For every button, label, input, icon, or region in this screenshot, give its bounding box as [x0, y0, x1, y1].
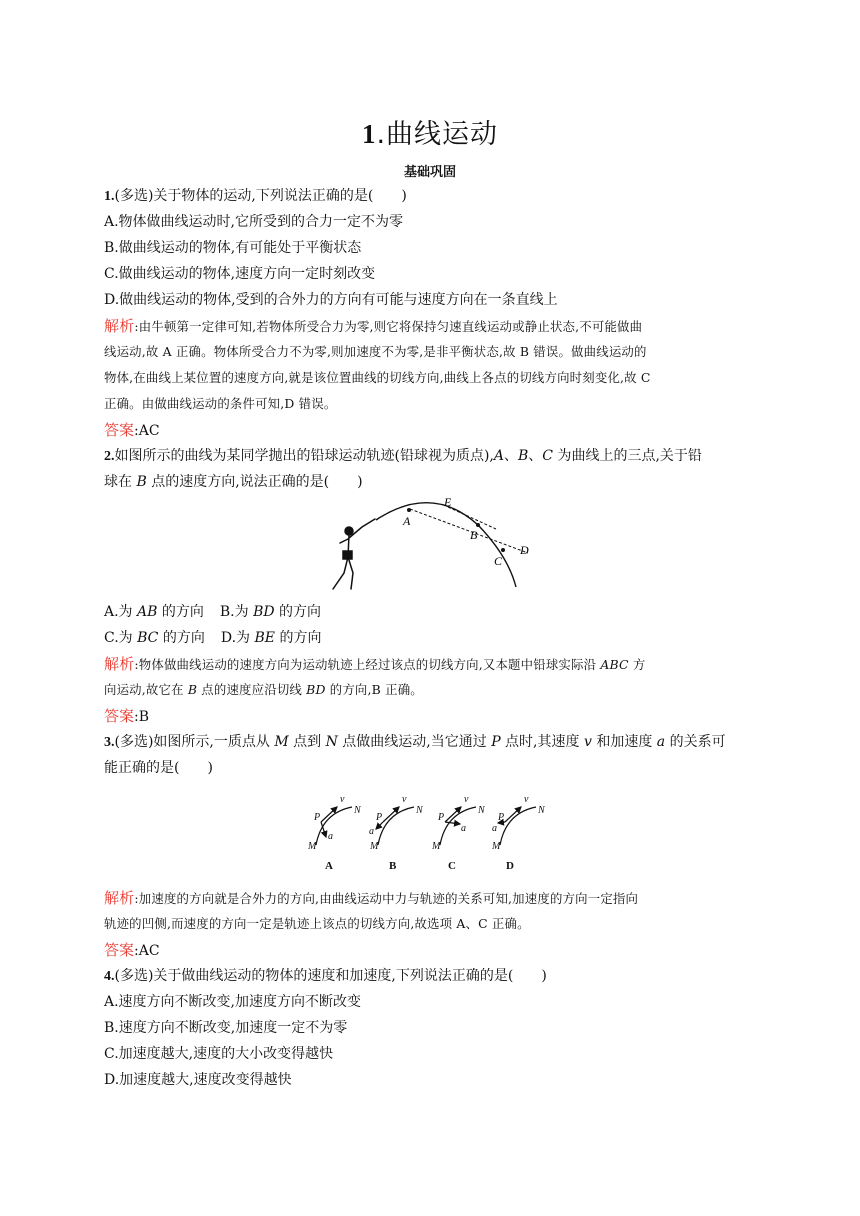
q1-option-a: A.物体做曲线运动时,它所受到的合力一定不为零 — [104, 214, 404, 230]
diagram-c — [440, 807, 476, 845]
svg-text:N: N — [354, 805, 361, 816]
svg-text:P: P — [376, 812, 383, 823]
line-ab-d — [410, 509, 528, 553]
q2-analysis-line: 向运动,故它在 B 点的速度应沿切线 BD 的方向,B 正确。 — [104, 682, 423, 697]
svg-text:P: P — [498, 812, 505, 823]
svg-text:N: N — [478, 805, 485, 816]
page-title — [0, 112, 860, 151]
q2-answer: 答案:B — [104, 707, 150, 725]
q2-stem-line2: 球在 B 点的速度方向,说法正确的是( ) — [104, 474, 363, 490]
q1-stem: 1.(多选)关于物体的运动,下列说法正确的是( ) — [104, 188, 407, 204]
curve-d — [500, 807, 536, 845]
q1-option-d: D.做曲线运动的物体,受到的合外力的方向有可能与速度方向在一条直线上 — [104, 292, 558, 308]
section-heading: 基础巩固 — [403, 165, 456, 180]
q1-option-c: C.做曲线运动的物体,速度方向一定时刻改变 — [104, 266, 376, 282]
q4-option-c: C.加速度越大,速度的大小改变得越快 — [104, 1046, 334, 1062]
svg-text:N: N — [538, 805, 545, 816]
q1-analysis-line: 物体,在曲线上某位置的速度方向,就是该位置曲线的切线方向,曲线上各点的切线方向时刻变化,故 C — [104, 370, 651, 385]
title-text: .曲线运动 — [376, 119, 499, 150]
svg-text:P: P — [438, 812, 445, 823]
label-b: B — [470, 528, 478, 542]
athlete-figure — [333, 519, 375, 589]
acceleration-arrow-c — [445, 822, 460, 824]
line-e-b — [448, 507, 496, 529]
q3-analysis-line: 轨迹的凹侧,而速度的方向一定是轨迹上该点的切线方向,故选项 A、C 正确。 — [104, 916, 530, 931]
caption-b: B — [389, 860, 397, 872]
diagram-a — [316, 807, 352, 845]
q3-stem-line2: 能正确的是( ) — [104, 760, 213, 776]
point-c — [501, 548, 505, 552]
q1-option-b: B.做曲线运动的物体,有可能处于平衡状态 — [104, 240, 362, 256]
label-d: D — [520, 543, 529, 557]
q3-answer: 答案:AC — [104, 941, 160, 959]
svg-text:a: a — [328, 831, 333, 842]
q2-options-ab: A.为 AB 的方向 B.为 BD 的方向 — [104, 604, 322, 620]
caption-c: C — [448, 860, 456, 872]
q4-option-b: B.速度方向不断改变,加速度一定不为零 — [104, 1020, 348, 1036]
answer-label: 答案 — [104, 421, 135, 439]
trajectory-curve — [376, 503, 516, 587]
acceleration-arrow-b — [376, 822, 383, 829]
label-e: E — [444, 495, 452, 509]
athlete-head — [345, 527, 353, 535]
curve-b — [378, 807, 414, 845]
title-number: 1 — [361, 119, 377, 149]
point-a — [407, 508, 411, 512]
svg-text:N: N — [416, 805, 423, 816]
point-b — [476, 523, 480, 527]
q4-option-a: A.速度方向不断改变,加速度方向不断改变 — [104, 994, 362, 1010]
curve-a — [316, 807, 352, 845]
caption-a: A — [325, 860, 333, 872]
analysis-label: 解析 — [104, 889, 135, 907]
velocity-acceleration-figure — [300, 787, 560, 877]
q1-analysis-line: 解析:由牛顿第一定律可知,若物体所受合力为零,则它将保持匀速直线运动或静止状态,不可能做曲 — [104, 317, 643, 335]
q1-analysis-line: 正确。由做曲线运动的条件可知,D 错误。 — [104, 396, 337, 411]
q3-stem: 3.(多选)如图所示,一质点从 M 点到 N 点做曲线运动,当它通过 P 点时,其速度 v 和加速度 a 的关系可 — [104, 734, 726, 750]
shot-put-trajectory-figure — [320, 493, 540, 598]
q1-answer: 答案:AC — [104, 421, 160, 439]
svg-text:v: v — [340, 794, 345, 805]
caption-d: D — [506, 860, 514, 872]
svg-text:M: M — [432, 841, 441, 852]
svg-text:M: M — [308, 841, 317, 852]
svg-text:a: a — [492, 823, 497, 834]
answer-label: 答案 — [104, 941, 135, 959]
svg-text:a: a — [461, 823, 466, 834]
curve-c — [440, 807, 476, 845]
svg-text:M: M — [370, 841, 379, 852]
q2-stem: 2.如图所示的曲线为某同学抛出的铅球运动轨迹(铅球视为质点),A、B、C 为曲线上的三点,关于铅 — [104, 448, 702, 464]
svg-text:v: v — [524, 794, 529, 805]
analysis-label: 解析 — [104, 655, 135, 673]
q3-analysis-line: 解析:加速度的方向就是合外力的方向,由曲线运动中力与轨迹的关系可知,加速度的方向一定指向 — [104, 889, 639, 907]
label-a: A — [403, 514, 411, 528]
q2-options-cd: C.为 BC 的方向 D.为 BE 的方向 — [104, 630, 322, 646]
q4-stem: 4.(多选)关于做曲线运动的物体的速度和加速度,下列说法正确的是( ) — [104, 968, 547, 984]
q2-analysis-line: 解析:物体做曲线运动的速度方向为运动轨迹上经过该点的切线方向,又本题中铅球实际沿 ABC 方 — [104, 655, 646, 673]
svg-text:P: P — [314, 812, 321, 823]
svg-text:v: v — [402, 794, 407, 805]
svg-text:v: v — [464, 794, 469, 805]
analysis-label: 解析 — [104, 317, 135, 335]
svg-text:M: M — [492, 841, 501, 852]
label-c: C — [494, 554, 503, 568]
answer-label: 答案 — [104, 707, 135, 725]
q4-option-d: D.加速度越大,速度改变得越快 — [104, 1072, 292, 1088]
svg-text:a: a — [369, 826, 374, 837]
q1-analysis-line: 线运动,故 A 正确。物体所受合力不为零,则加速度不为零,是非平衡状态,故 B 错误。做曲线运动的 — [104, 344, 647, 359]
